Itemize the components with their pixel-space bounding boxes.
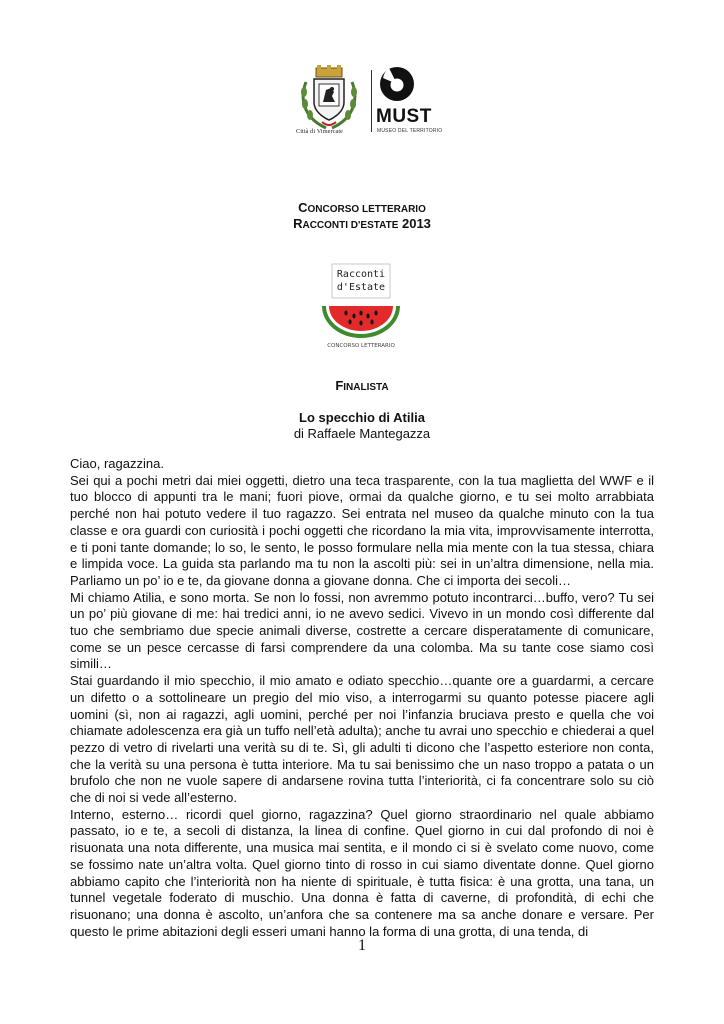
must-logo-icon [379,66,415,102]
contest-line-2: RACCONTI D'ESTATE 2013 [293,216,431,231]
paragraph: Sei qui a pochi metri dai miei oggetti, dietro una teca trasparente, con la tua maglietta del WWF e il tuo blocco di appunti tra le mani; fuori piove, ormai da qualche giorno, e tu sei molto arrabbiata perché non hai potuto vedere il tuo ragazzo. Sei entrata nel museo da qualche minuto con la tua classe e ora guardi con curiosità i pochi oggetti che ricordano la mia vita, improvvisamente interrotta, e ti poni tante domande; lo so, le sento, le posso formulare nella mia mente con la tua stessa, chiara e limpida voce. La guida sta parlando ma tu non la ascolti più: sei in un’altra dimensione, nella mia. Parliamo un po’ io e te, da giovane donna a giovane donna. Che ci importa dei secoli… [70,472,654,588]
paragraph: Stai guardando il mio specchio, il mio amato e odiato specchio…quante ore a guardarmi, a cercare un difetto o a sottolineare un pregio del mio viso, a interrogarmi su quanto potesse piacere agli uomini (sì, non ai ragazzi, agli uomini, perché per noi l’infanzia bruciava presto e quella che voi chiamate adolescenza era già un tuffo nell’età adulta); anche tu avrai uno specchio e chiederai a quel pezzo di vetro di rivelarti una verità su di te. Sì, gli adulti ti dicono che l’aspetto esteriore non conta, che la verità su una persona è tutta interiore. Ma tu sai benissimo che un naso troppo a patata o un brufolo che non ne vuole sapere di andarsene rovina tutta l’interiorità, ci fa concentrare solo su ciò che di noi si vede all’esterno. [70,673,654,806]
museum-subtitle: MUSEO DEL TERRITORIO [377,128,443,134]
paragraph: Interno, esterno… ricordi quel giorno, ragazzina? Quel giorno straordinario nel quale abbiamo passato, io e te, a secoli di distanza, la linea di confine. Quel giorno in cui dal profondo di noi è risuonata una nota differente, una musica mai sentita, e il mondo ci si è svelato come nuovo, come se fossimo nate un’altra volta. Quel giorno tinto di rosso in cui siamo diventate donne. Quel giorno abbiamo capito che l’interiorità non ha niente di spirituale, è tutta fisica: è una grotta, una tana, un tunnel vegetale foderato di muschio. Una donna è fatta di caverne, di profondità, di echi che risuonano; una donna è ascolto, un’anfora che sa contenere ma sa anche donare e versare. Per questo le prime abitazioni degli esseri umani hanno la forma di una grotta, di una tenda, di [70,806,654,939]
badge-title-line2: d'Estate [336,282,386,293]
page-number: 1 [358,937,366,954]
watermelon-badge-icon [318,262,404,352]
badge-title-line1: Racconti [336,269,386,280]
museum-name: MUST [376,106,432,127]
finalist-label: FINALISTA [335,378,389,393]
paragraph: Ciao, ragazzina. [70,456,164,471]
contest-line-1: CONCORSO LETTERARIO [298,200,426,215]
logo-divider [371,70,372,132]
city-crest-icon [296,62,362,132]
story-title: Lo specchio di Atilia [299,410,425,425]
story-body [70,456,654,940]
header-logos [296,62,443,142]
city-caption: Città di Vimercate [296,128,344,135]
badge-caption: CONCORSO LETTERARIO [327,343,395,349]
paragraph: Mi chiamo Atilia, e sono morta. Se non lo fossi, non avremmo potuto incontrarci…buffo, vero? Tu sei un po’ più giovane di me: hai tredici anni, io ne avevo sedici. Vivevo in un mondo così differente dal tuo che sembriamo due specie animali diverse, costrette a cercare disperatamente di comunicare, come se un pesce cercasse di farsi comprendere da una colomba. Ma su tante cose siamo così simili… [70,589,654,672]
story-author: di Raffaele Mantegazza [293,426,431,441]
